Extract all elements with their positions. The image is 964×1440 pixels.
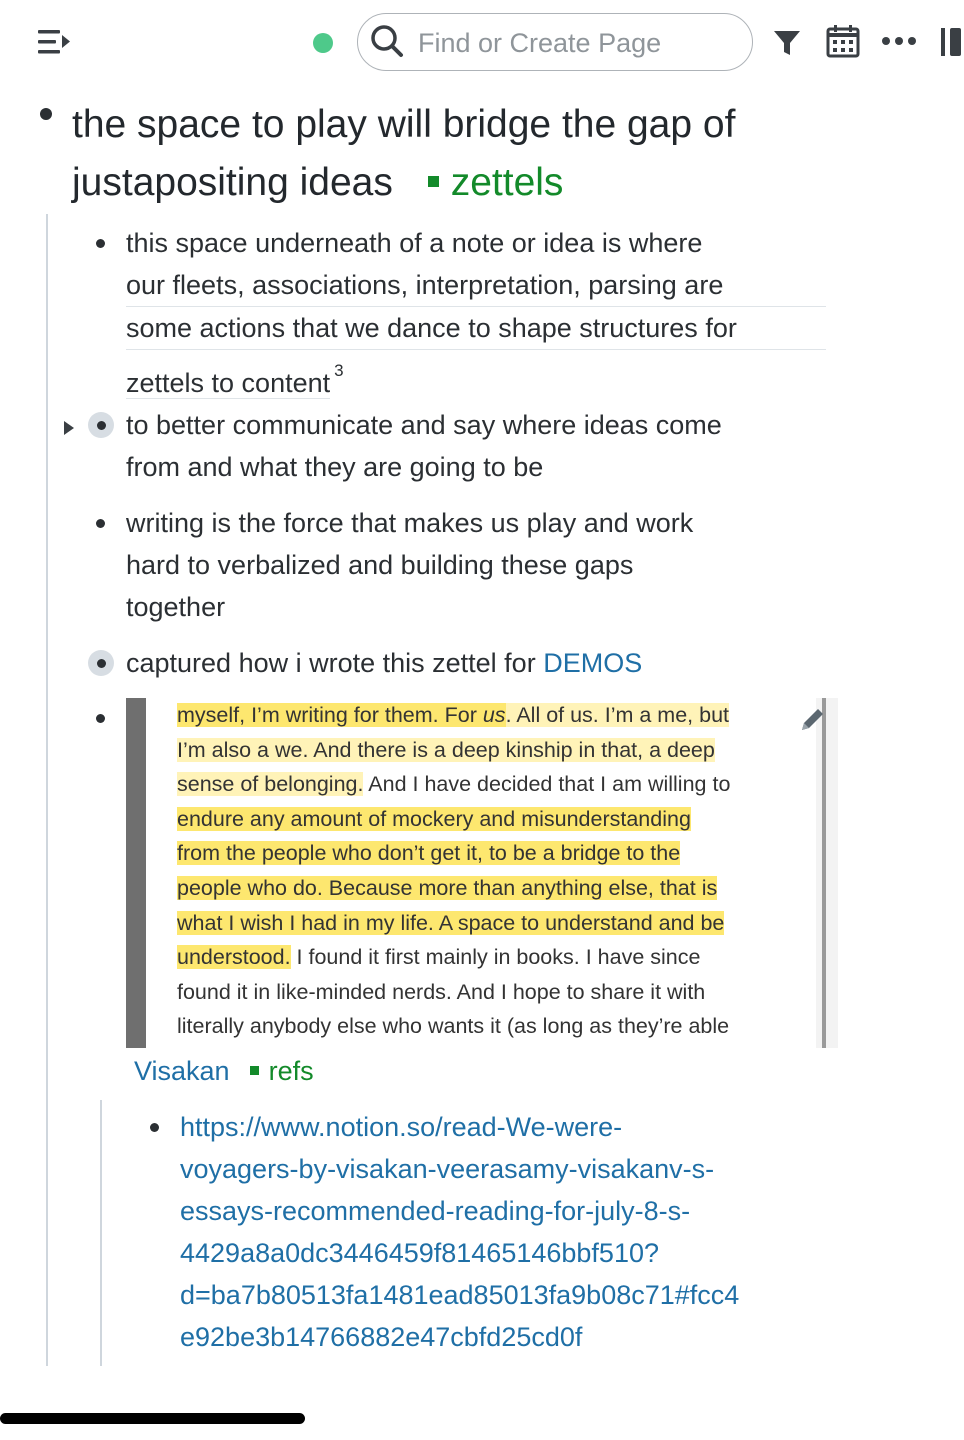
quote-line: literally anybody else who wants it (as long as they’re able	[177, 1014, 730, 1039]
block-bullet[interactable]	[96, 519, 105, 528]
block-line: from and what they are going to be	[126, 452, 544, 482]
block-text[interactable]	[126, 502, 826, 628]
quote-plain: I found it first mainly in books. I have since	[290, 945, 701, 970]
block-line: writing is the force that makes us play and work	[126, 508, 694, 538]
url-line: e92be3b14766882e47cbfd25cd0f	[180, 1322, 583, 1352]
quote-line	[177, 733, 817, 768]
sync-status-dot	[313, 33, 333, 53]
title-text: the space to play will bridge the gap of justapositing ideas	[72, 103, 736, 204]
quote-line: found it in like-minded nerds. And I hope to share it with	[177, 979, 706, 1004]
quote-line	[177, 698, 817, 733]
quote-line	[177, 940, 817, 975]
indent-guide-refs	[100, 1100, 102, 1366]
menu-icon[interactable]	[36, 26, 76, 58]
block-line	[126, 350, 826, 404]
url-line: d=ba7b80513fa1481ead85013fa9b08c71#fcc4	[180, 1280, 740, 1310]
block-text[interactable]	[126, 404, 826, 488]
url-line: voyagers-by-visakan-veerasamy-visakanv-s-	[180, 1154, 715, 1184]
block-prefix: captured how i wrote this zettel for	[126, 648, 536, 678]
home-indicator[interactable]	[0, 1413, 305, 1424]
url-line: essays-recommended-reading-for-july-8-s-	[180, 1196, 691, 1226]
quote-highlight: . All of us. I’m a me, but	[505, 703, 730, 727]
sidebar-toggle-icon[interactable]	[938, 24, 964, 60]
refs-line	[134, 1050, 314, 1092]
block-bullet[interactable]	[96, 714, 105, 723]
calendar-icon[interactable]	[826, 24, 860, 58]
expand-arrow-icon[interactable]	[62, 419, 76, 437]
page-link-demos[interactable]: DEMOS	[543, 648, 643, 678]
collapsed-block-bullet[interactable]	[88, 650, 114, 676]
title-bullet[interactable]	[40, 108, 52, 120]
block-text[interactable]	[126, 642, 826, 684]
quote-highlight: people who do. Because more than anything else, that is	[177, 875, 718, 900]
quote-image-divider	[822, 698, 826, 1048]
quote-line	[177, 836, 817, 871]
page-link-visakan[interactable]: Visakan	[134, 1056, 230, 1086]
more-icon[interactable]	[881, 34, 917, 48]
top-toolbar	[0, 0, 964, 86]
quote-highlight: sense of belonging.	[177, 772, 364, 797]
quote-highlight: from the people who don’t get it, to be a bridge to the	[177, 841, 681, 866]
search-box[interactable]	[357, 13, 753, 71]
block-line: together	[126, 592, 226, 622]
quote-highlight: understood.	[177, 945, 291, 970]
tag-refs[interactable]: refs	[268, 1056, 314, 1086]
quote-bar	[126, 698, 146, 1048]
quote-line	[177, 802, 817, 837]
block-line: to better communicate and say where ideas come	[126, 410, 722, 440]
quote-highlight: what I wish I had in my life. A space to understand and be	[177, 910, 725, 935]
quote-emphasis: us	[482, 703, 506, 727]
block-bullet[interactable]	[150, 1123, 159, 1132]
quote-image-edge	[816, 698, 838, 1048]
filter-icon[interactable]	[772, 28, 802, 58]
search-icon	[368, 22, 406, 60]
quote-highlight: I’m also a we. And there is a deep kinship in that, a deep	[177, 737, 715, 762]
page-title[interactable]	[72, 96, 852, 212]
quote-line	[177, 767, 817, 802]
url-line: 4429a8a0dc3446459f81465146bbf510?	[180, 1238, 659, 1268]
quote-line	[177, 906, 817, 941]
ref-count[interactable]: 3	[334, 361, 344, 380]
external-url-link[interactable]	[180, 1106, 820, 1358]
title-tag-zettels[interactable]: zettels	[450, 161, 564, 204]
block-line: some actions that we dance to shape structures for	[126, 307, 826, 350]
block-line: this space underneath of a note or idea is where	[126, 228, 703, 258]
tag-square-icon	[250, 1066, 259, 1075]
block-line-rest: fleets, associations, interpretation, parsing are	[172, 270, 724, 300]
block-text[interactable]	[126, 222, 826, 404]
quote-highlight: endure any amount of mockery and misunderstanding	[177, 806, 691, 831]
search-input[interactable]	[416, 22, 740, 64]
tag-square-icon	[428, 176, 439, 187]
quote-text	[177, 698, 817, 1044]
block-line: our fleets, associations, interpretation, parsing are	[126, 264, 826, 307]
collapsed-block-bullet[interactable]	[88, 412, 114, 438]
quote-plain: And I have decided that I am willing to	[363, 772, 731, 797]
pencil-icon[interactable]	[798, 704, 828, 734]
quote-line	[177, 871, 817, 906]
url-line: https://www.notion.so/read-We-were-	[180, 1112, 623, 1142]
quote-highlight: myself, I’m writing for them. For	[177, 703, 483, 727]
block-bullet[interactable]	[96, 239, 105, 248]
embedded-quote-image[interactable]	[126, 698, 838, 1048]
indent-guide	[46, 214, 48, 1366]
block-line-last: zettels to content	[126, 368, 331, 398]
block-line: hard to verbalized and building these gaps	[126, 550, 634, 580]
